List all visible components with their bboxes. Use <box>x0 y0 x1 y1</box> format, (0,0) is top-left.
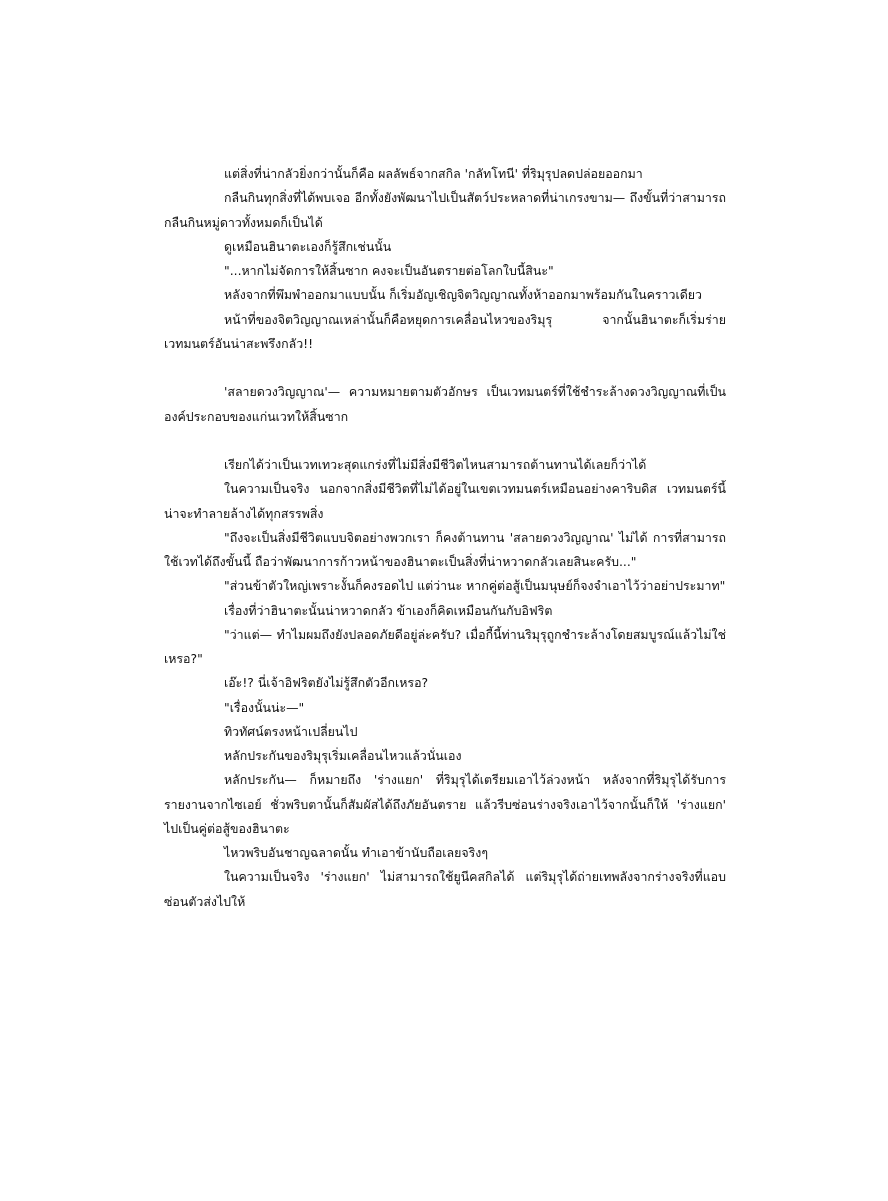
body-text <box>164 162 726 914</box>
paragraph: หลังจากที่พึมพำออกมาแบบนั้น ก็เริ่มอัญเชิญจิตวิญญาณทั้งห้าออกมาพร้อมกันในคราวเดียว <box>224 287 702 303</box>
paragraph: ดูเหมือนฮินาตะเองก็รู้สึกเช่นนั้น <box>224 238 392 254</box>
paragraph: หลักประกันของริมุรุเริ่มเคลื่อนไหวแล้วนั่นเอง <box>224 748 462 763</box>
paragraph: "ว่าแต่— ทำไมผมถึงยังปลอดภัยดีอยู่ล่ะครับ? เมื่อกี้นี้ท่านริมุรุถูกชำระล้างโดยสมบูรณ์แล้วไม่ใช่เหรอ?" <box>164 626 726 666</box>
paragraph: "ส่วนข้าตัวใหญ่เพราะงั้นก็คงรอดไป แต่ว่านะ หากคู่ต่อสู้เป็นมนุษย์ก็จงจำเอาไว้ว่าอย่าประมาท" <box>224 578 726 594</box>
paragraph: เรียกได้ว่าเป็นเวทเทวะสุดแกร่งที่ไม่มีสิ่งมีชีวิตไหนสามารถต้านทานได้เลยก็ว่าได้ <box>224 457 647 472</box>
paragraph: เรื่องที่ว่าฮินาตะนั้นน่าหวาดกลัว ข้าเองก็คิดเหมือนกันกับอิฟริต <box>224 602 553 618</box>
blank-line <box>164 429 726 453</box>
paragraph: หน้าที่ของจิตวิญญาณเหล่านั้นก็คือหยุดการเคลื่อนไหวของริมุรุ จากนั้นฮินาตะก็เริ่มร่ายเวทมนตร์อันน่าสะพรึงกลัว!! <box>164 311 726 351</box>
blank-line <box>164 356 726 380</box>
paragraph: 'สลายดวงวิญญาณ'— ความหมายตามตัวอักษร เป็นเวทมนตร์ที่ใช้ชำระล้างดวงวิญญาณที่เป็นองค์ประกอบของแก่นเวทให้สิ้นซาก <box>164 384 726 424</box>
paragraph: "ถึงจะเป็นสิ่งมีชีวิตแบบจิตอย่างพวกเรา ก็คงต้านทาน 'สลายดวงวิญญาณ' ไม่ได้ การที่สามารถใช้เวทได้ถึงขั้นนี้ ถือว่าพัฒนาการก้าวหน้าของฮินาตะเป็นสิ่งที่น่าหวาดกลัวเลยสินะครับ..." <box>164 529 726 569</box>
paragraph: กลืนกินทุกสิ่งที่ได้พบเจอ อีกทั้งยังพัฒนาไปเป็นสัตว์ประหลาดที่น่าเกรงขาม— ถึงขั้นที่ว่าสามารถกลืนกินหมู่ดาวทั้งหมดก็เป็นได้ <box>164 190 726 230</box>
paragraph: "...หากไม่จัดการให้สิ้นซาก คงจะเป็นอันตรายต่อโลกใบนี้สินะ" <box>224 263 554 278</box>
paragraph: "เรื่องนั้นน่ะ—" <box>224 699 305 715</box>
paragraph: แต่สิ่งที่น่ากลัวยิ่งกว่านั้นก็คือ ผลลัพธ์จากสกิล 'กลัทโทนี' ที่ริมุรุปลดปล่อยออกมา <box>224 166 643 181</box>
paragraph: ไหวพริบอันชาญฉลาดนั้น ทำเอาข้านับถือเลยจริงๆ <box>224 845 488 860</box>
paragraph: หลักประกัน— ก็หมายถึง 'ร่างแยก' ที่ริมุรุได้เตรียมเอาไว้ล่วงหน้า หลังจากที่ริมุรุได้รับการรายงานจากไซเอย์ ชั่วพริบตานั้นก็สัมผัสได้ถึงภัยอันตราย แล้วรีบซ่อนร่างจริงเอาไว้จากนั้นก็ให้ 'ร่างแยก' ไปเป็นคู่ต่อสู้ของฮินาตะ <box>164 772 726 836</box>
paragraph: ในความเป็นจริง นอกจากสิ่งมีชีวิตที่ไม่ได้อยู่ในเขตเวทมนตร์เหมือนอย่างคาริบดิส เวทมนตร์นี้น่าจะทำลายล้างได้ทุกสรรพสิ่ง <box>164 481 726 521</box>
paragraph: ทิวทัศน์ตรงหน้าเปลี่ยนไป <box>224 723 358 739</box>
paragraph: เอ๊ะ!? นี่เจ้าอิฟริตยังไม่รู้สึกตัวอีกเหรอ? <box>224 675 429 691</box>
paragraph: ในความเป็นจริง 'ร่างแยก' ไม่สามารถใช้ยูนีคสกิลได้ แต่ริมุรุได้ถ่ายเทพลังจากร่างจริงที่แอบซ่อนตัวส่งไปให้ <box>164 869 726 909</box>
